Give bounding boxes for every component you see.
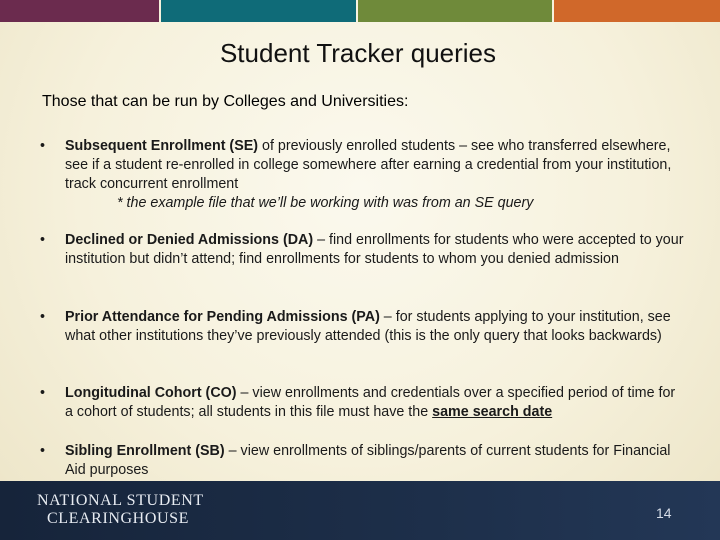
slide-subtitle: Those that can be run by Colleges and Universities:: [42, 93, 409, 110]
bullet-term: Subsequent Enrollment (SE): [65, 138, 259, 154]
color-band-orange: [554, 0, 720, 22]
bullet-description: – view enrollments and credentials over a specified period of time for a cohort of students; all students in this file must have the: [65, 385, 676, 420]
bullet-text: [65, 308, 687, 346]
bullet-dot: •: [40, 232, 46, 248]
bullet-emphasis: same search date: [432, 404, 553, 420]
bullet-description: – view enrollments of siblings/parents of current students for Financial Aid purposes: [65, 443, 671, 478]
bullet-term: Declined or Denied Admissions (DA): [65, 232, 314, 248]
bullet-dot: •: [40, 138, 46, 154]
bullet-text: [65, 231, 687, 269]
bullet-description: – find enrollments for students who were accepted to your institution but didn’t attend; find enrollments for students to whom you denied admission: [65, 232, 684, 267]
bullet-text: [65, 442, 687, 480]
bullet-dot: •: [40, 309, 46, 325]
bullet-description: – for students applying to your institution, see what other institutions they’ve previously attended (this is the only query that looks backwards): [65, 309, 671, 344]
bullet-term: Longitudinal Cohort (CO): [65, 385, 237, 401]
bullet-text: [65, 384, 687, 422]
color-band-plum: [0, 0, 159, 22]
bullet-description: of previously enrolled students – see who transferred elsewhere, see if a student re-enrolled in college somewhere after earning a credential from your institution, track concurrent enrollment: [65, 138, 672, 192]
color-band-green: [358, 0, 552, 22]
logo-line-2: CLEARINGHOUSE: [47, 510, 190, 527]
page-number: 14: [656, 505, 672, 521]
bullet-term: Prior Attendance for Pending Admissions (PA): [65, 309, 380, 325]
bullet-note: * the example file that we’ll be working with was from an SE query: [117, 195, 534, 211]
bullet-dot: •: [40, 385, 46, 401]
bullet-dot: •: [40, 443, 46, 459]
logo-line-1: NATIONAL STUDENT: [37, 492, 204, 509]
slide-title: Student Tracker queries: [219, 38, 497, 68]
bullet-term: Sibling Enrollment (SB): [65, 443, 225, 459]
bullet-text: [65, 137, 687, 213]
color-band-teal: [161, 0, 356, 22]
